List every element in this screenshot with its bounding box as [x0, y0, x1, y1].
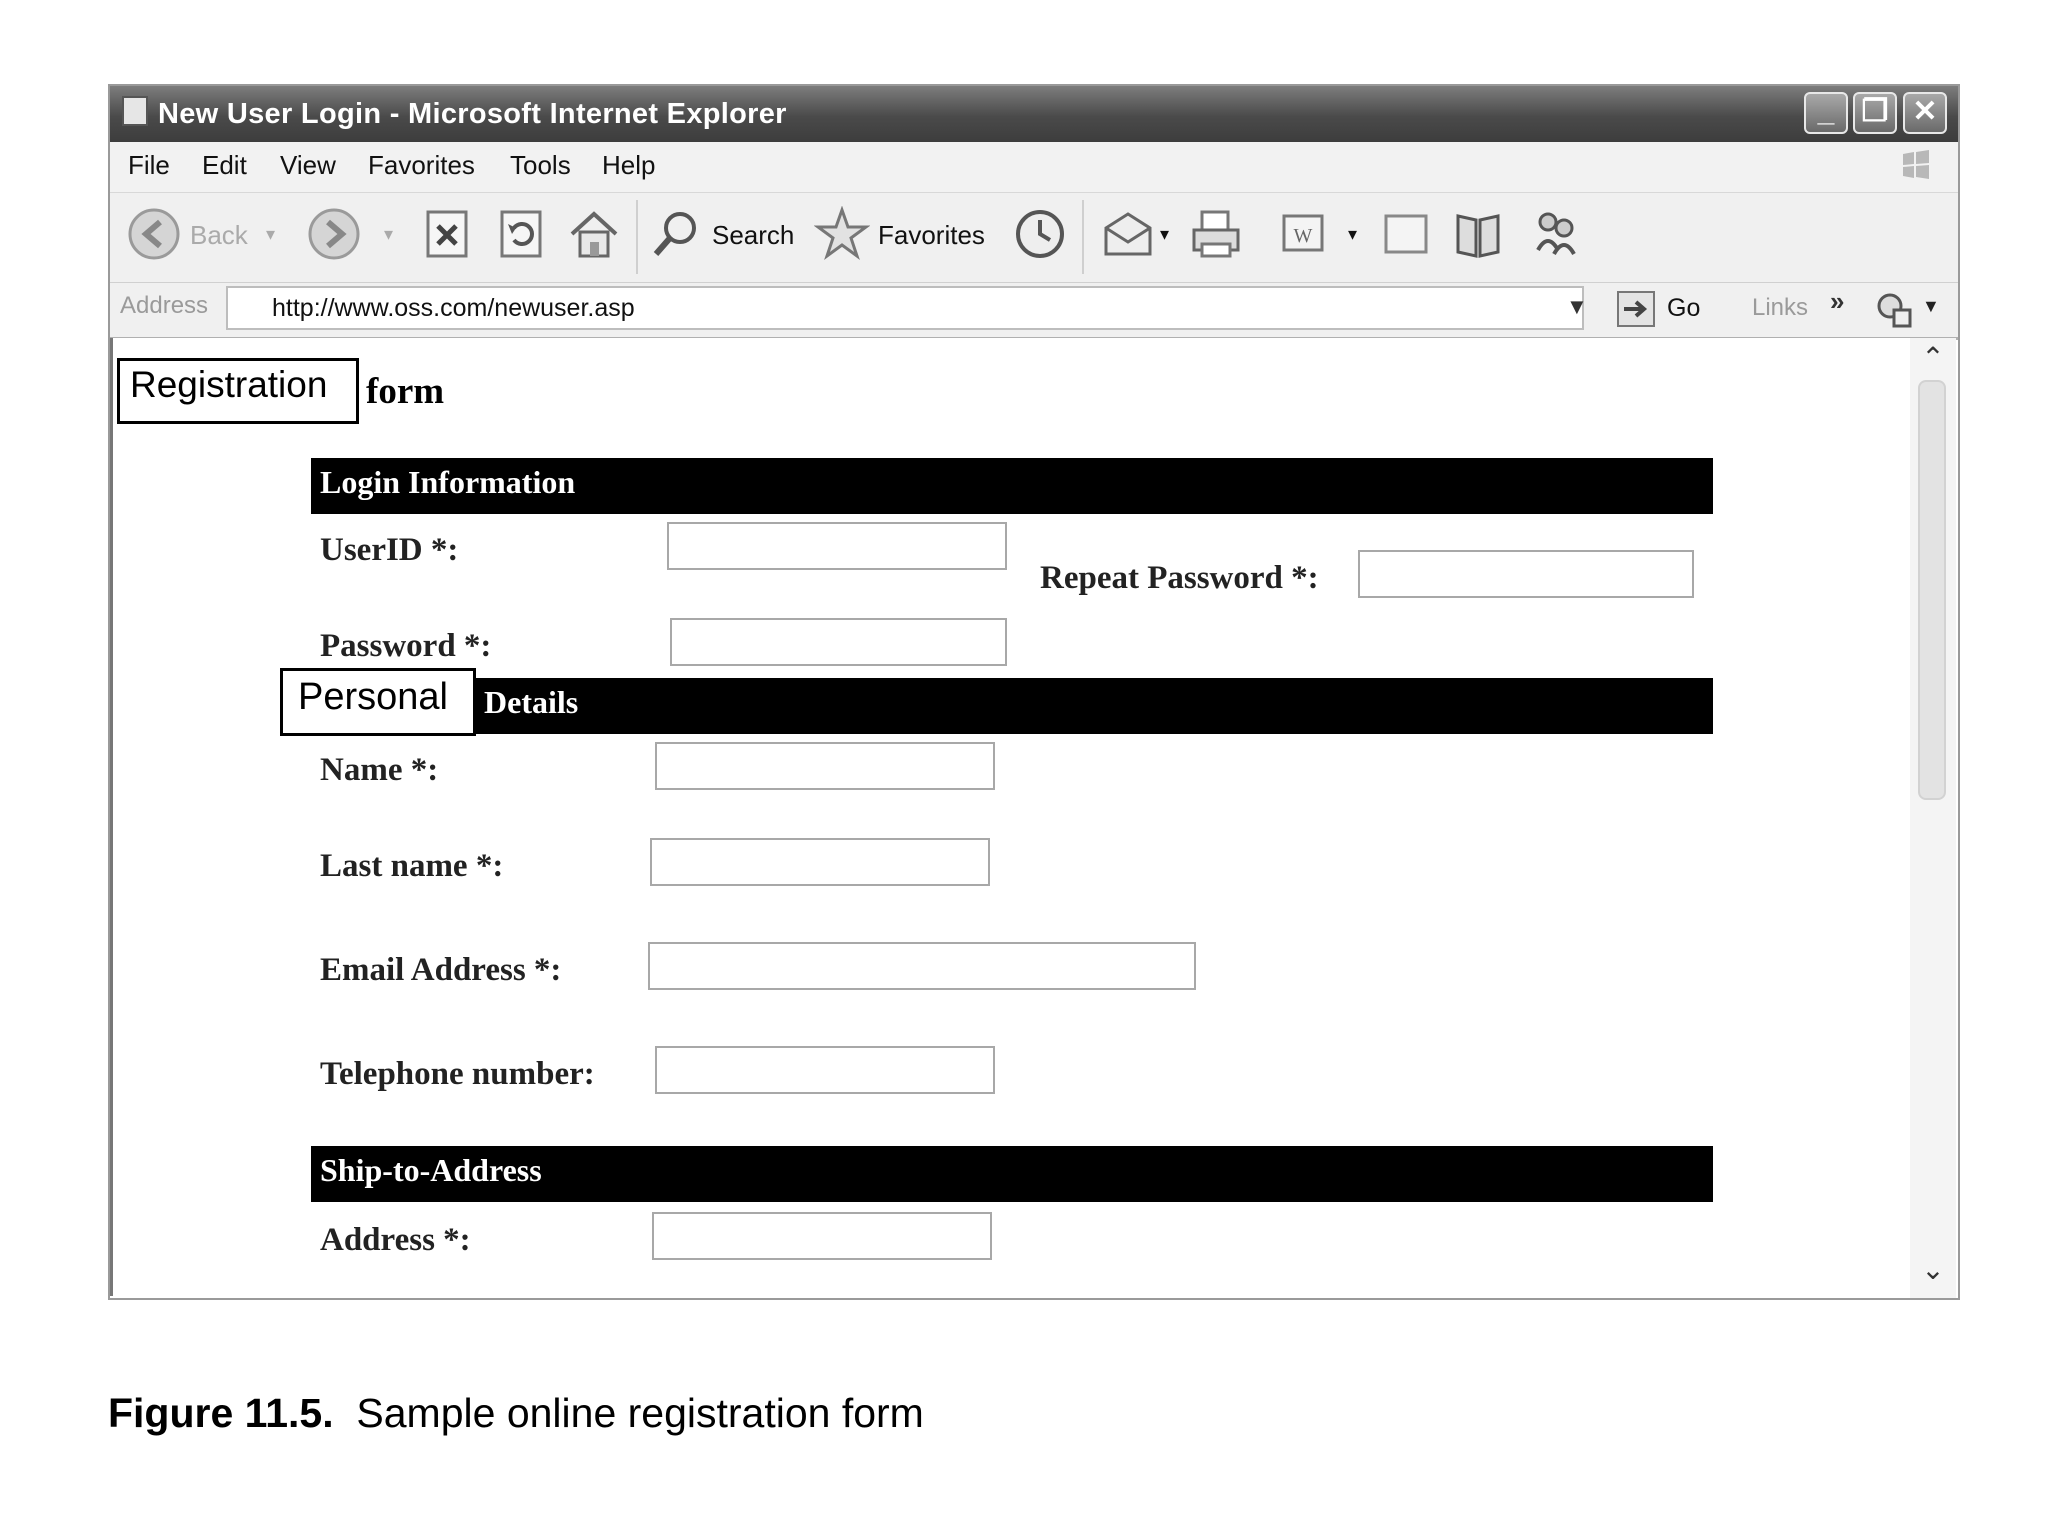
userid-input[interactable] — [667, 522, 1007, 570]
search-label[interactable]: Search — [712, 220, 795, 250]
mail-icon[interactable] — [1100, 206, 1156, 262]
options-dropdown-icon[interactable]: ▼ — [1922, 296, 1940, 316]
telephone-input[interactable] — [655, 1046, 995, 1094]
registration-callout-label: Registration — [130, 364, 328, 405]
address-input[interactable] — [226, 286, 1584, 330]
stop-icon[interactable] — [420, 206, 476, 262]
toolbar-separator — [636, 200, 638, 274]
home-icon[interactable] — [566, 206, 622, 262]
section-title-login: Login Information — [320, 464, 576, 500]
menu-help[interactable]: Help — [602, 150, 656, 180]
research-book-icon[interactable] — [1450, 206, 1506, 262]
lastname-label: Last name *: — [320, 848, 504, 884]
shipping-address-input[interactable] — [652, 1212, 992, 1260]
edit-dropdown-icon[interactable]: ▾ — [1348, 224, 1358, 244]
window-title: New User Login - Microsoft Internet Explorer — [158, 98, 787, 130]
links-chevron-icon[interactable]: » — [1830, 286, 1845, 316]
password-input[interactable] — [670, 618, 1007, 666]
name-input[interactable] — [655, 742, 995, 790]
personal-callout-label: Personal — [298, 676, 448, 718]
telephone-label: Telephone number: — [320, 1056, 595, 1092]
scroll-down-icon[interactable]: ⌄ — [1921, 1254, 1945, 1285]
toolbar-separator — [1082, 200, 1084, 274]
section-title-shipping: Ship-to-Address — [320, 1152, 542, 1188]
close-button[interactable]: ✕ — [1903, 92, 1947, 134]
lastname-input[interactable] — [650, 838, 990, 886]
minimize-button[interactable]: _ — [1804, 92, 1848, 134]
page-heading: form — [366, 371, 445, 412]
forward-icon[interactable] — [306, 206, 362, 262]
email-label: Email Address *: — [320, 952, 562, 988]
scroll-thumb[interactable] — [1918, 380, 1946, 800]
name-label: Name *: — [320, 752, 439, 788]
links-label[interactable]: Links — [1752, 294, 1809, 321]
menu-edit[interactable]: Edit — [202, 150, 247, 180]
forward-dropdown-icon[interactable]: ▾ — [384, 224, 394, 244]
maximize-button[interactable]: ❐ — [1853, 92, 1897, 134]
figure-caption-text: Sample online registration form — [356, 1390, 924, 1436]
go-button[interactable]: Go — [1667, 294, 1701, 322]
ie-page-icon — [122, 96, 148, 126]
favorites-label[interactable]: Favorites — [878, 220, 985, 250]
repeat-password-input[interactable] — [1358, 550, 1694, 598]
menu-favorites[interactable]: Favorites — [368, 150, 475, 180]
menu-tools[interactable]: Tools — [510, 150, 571, 180]
print-icon[interactable] — [1188, 206, 1244, 262]
figure-number: Figure 11.5. — [108, 1390, 334, 1436]
address-field-label: Address *: — [320, 1222, 471, 1258]
figure-caption — [108, 1390, 924, 1437]
address-dropdown-icon[interactable]: ▼ — [1566, 294, 1588, 319]
toolbar-options-icon[interactable] — [1874, 290, 1914, 330]
address-label: Address — [120, 292, 209, 319]
discuss-icon[interactable] — [1378, 206, 1434, 262]
back-label[interactable]: Back — [190, 220, 248, 250]
email-input[interactable] — [648, 942, 1196, 990]
menu-view[interactable]: View — [280, 150, 336, 180]
menu-file[interactable]: File — [128, 150, 170, 180]
favorites-star-icon[interactable] — [814, 206, 870, 262]
history-icon[interactable] — [1012, 206, 1068, 262]
userid-label: UserID *: — [320, 532, 459, 568]
back-icon[interactable] — [126, 206, 182, 262]
repeat-password-label: Repeat Password *: — [1040, 560, 1319, 596]
search-icon[interactable] — [648, 206, 704, 262]
edit-word-icon[interactable] — [1276, 206, 1332, 262]
go-arrow-icon[interactable] — [1616, 290, 1656, 328]
back-dropdown-icon[interactable]: ▾ — [266, 224, 276, 244]
password-label: Password *: — [320, 628, 492, 664]
messenger-icon[interactable] — [1528, 206, 1584, 262]
refresh-icon[interactable] — [494, 206, 550, 262]
windows-logo-icon — [1897, 146, 1935, 184]
mail-dropdown-icon[interactable]: ▾ — [1160, 224, 1170, 244]
svg-text:W: W — [1293, 225, 1313, 247]
scroll-up-icon[interactable]: ⌃ — [1921, 342, 1945, 373]
section-title-personal-rest: Details — [484, 684, 579, 720]
